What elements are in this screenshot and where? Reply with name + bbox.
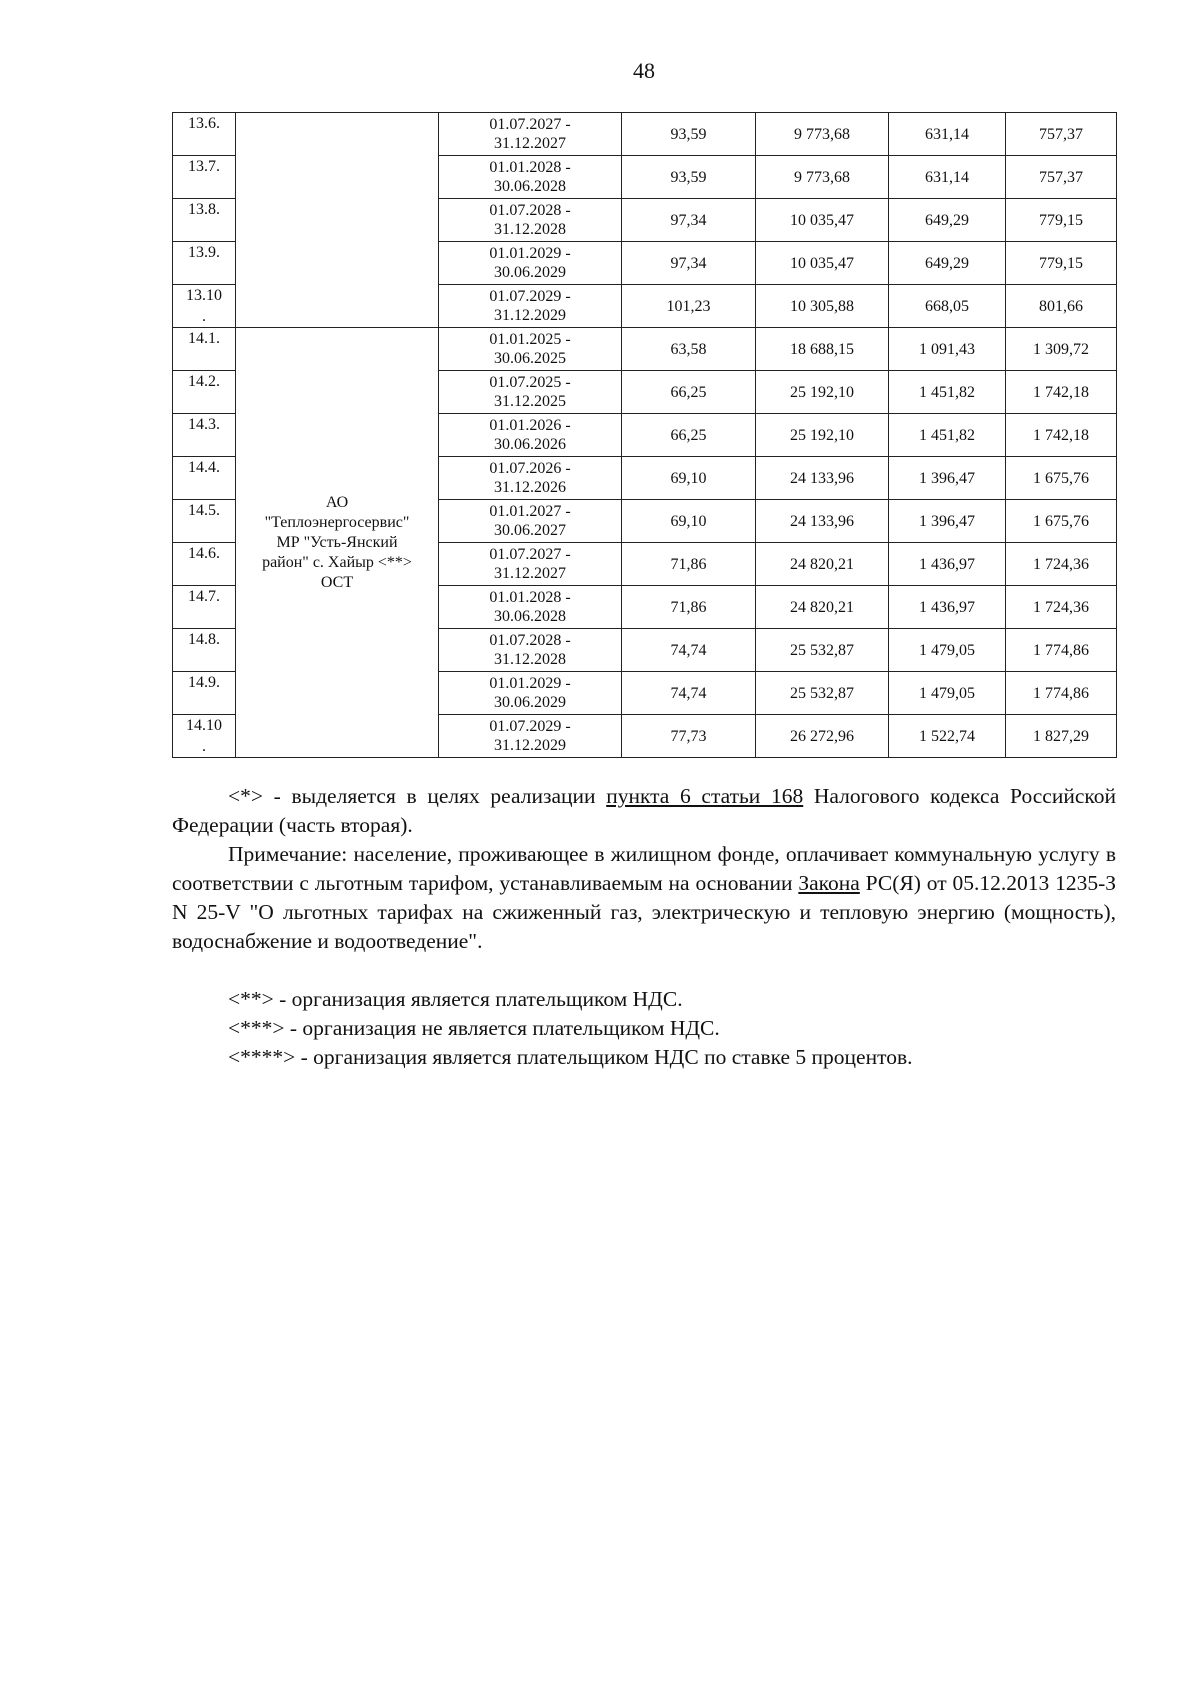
row-number: 14.7. [173, 586, 236, 629]
period-cell: 01.01.2025 - 30.06.2025 [439, 328, 622, 371]
row-number: 13.8. [173, 199, 236, 242]
period-cell: 01.01.2029 - 30.06.2029 [439, 672, 622, 715]
period-cell: 01.07.2027 - 31.12.2027 [439, 543, 622, 586]
value-cell: 1 742,18 [1006, 414, 1117, 457]
value-cell: 25 192,10 [756, 371, 889, 414]
value-cell: 69,10 [622, 457, 756, 500]
period-cell: 01.07.2028 - 31.12.2028 [439, 629, 622, 672]
footnote-quad-star: <****> - организация является плательщиком НДС по ставке 5 процентов. [228, 1045, 913, 1069]
period-cell: 01.07.2029 - 31.12.2029 [439, 285, 622, 328]
value-cell: 1 742,18 [1006, 371, 1117, 414]
value-cell: 26 272,96 [756, 715, 889, 758]
value-cell: 9 773,68 [756, 113, 889, 156]
period-cell: 01.07.2027 - 31.12.2027 [439, 113, 622, 156]
value-cell: 66,25 [622, 371, 756, 414]
row-number: 14.1. [173, 328, 236, 371]
row-number: 14.9. [173, 672, 236, 715]
value-cell: 25 532,87 [756, 672, 889, 715]
law-link[interactable]: Закона [798, 871, 860, 895]
value-cell: 69,10 [622, 500, 756, 543]
period-cell: 01.01.2029 - 30.06.2029 [439, 242, 622, 285]
value-cell: 101,23 [622, 285, 756, 328]
value-cell: 631,14 [889, 156, 1006, 199]
period-cell: 01.07.2028 - 31.12.2028 [439, 199, 622, 242]
value-cell: 1 436,97 [889, 543, 1006, 586]
value-cell: 10 035,47 [756, 242, 889, 285]
value-cell: 63,58 [622, 328, 756, 371]
page-number: 48 [633, 58, 655, 83]
value-cell: 779,15 [1006, 199, 1117, 242]
value-cell: 24 133,96 [756, 500, 889, 543]
organization-cell: АО "Теплоэнергосервис" МР "Усть-Янский район" с. Хайыр <**> ОСТ [236, 328, 439, 758]
footnote-triple-star: <***> - организация не является плательщиком НДС. [228, 1016, 720, 1040]
period-cell: 01.01.2026 - 30.06.2026 [439, 414, 622, 457]
row-number: 13.9. [173, 242, 236, 285]
value-cell: 71,86 [622, 586, 756, 629]
note-paragraph: Примечание: население, проживающее в жилищном фонде, оплачивает коммунальную услугу в соответствии с льготным тарифом, устанавливаемым на основании Закона РС(Я) от 05.12.2013 1235-З N 25-V "О льготных тарифах на сжиженный газ, электрическую и тепловую энергию (мощность), водоснабжение и водоотведение". [172, 842, 1117, 953]
value-cell: 9 773,68 [756, 156, 889, 199]
value-cell: 1 675,76 [1006, 500, 1117, 543]
spacer [172, 956, 1116, 985]
value-cell: 74,74 [622, 672, 756, 715]
value-cell: 757,37 [1006, 113, 1117, 156]
row-number: 14.10 . [173, 715, 236, 758]
value-cell: 25 192,10 [756, 414, 889, 457]
value-cell: 1 451,82 [889, 414, 1006, 457]
value-cell: 801,66 [1006, 285, 1117, 328]
value-cell: 779,15 [1006, 242, 1117, 285]
tariff-table [172, 112, 1117, 758]
period-cell: 01.07.2026 - 31.12.2026 [439, 457, 622, 500]
value-cell: 10 305,88 [756, 285, 889, 328]
table-row [173, 328, 1117, 371]
value-cell: 77,73 [622, 715, 756, 758]
period-cell: 01.07.2029 - 31.12.2029 [439, 715, 622, 758]
value-cell: 1 675,76 [1006, 457, 1117, 500]
row-number: 14.3. [173, 414, 236, 457]
value-cell: 74,74 [622, 629, 756, 672]
value-cell: 1 396,47 [889, 500, 1006, 543]
footnote-double-star: <**> - организация является плательщиком НДС. [228, 987, 683, 1011]
value-cell: 10 035,47 [756, 199, 889, 242]
footnotes [172, 782, 1116, 1072]
row-number: 14.5. [173, 500, 236, 543]
value-cell: 24 820,21 [756, 543, 889, 586]
value-cell: 24 133,96 [756, 457, 889, 500]
value-cell: 93,59 [622, 113, 756, 156]
value-cell: 97,34 [622, 199, 756, 242]
value-cell: 668,05 [889, 285, 1006, 328]
tax-code-link[interactable]: пункта 6 статьи 168 [606, 784, 804, 808]
value-cell: 1 451,82 [889, 371, 1006, 414]
row-number: 13.6. [173, 113, 236, 156]
period-cell: 01.01.2027 - 30.06.2027 [439, 500, 622, 543]
value-cell: 18 688,15 [756, 328, 889, 371]
row-number: 14.4. [173, 457, 236, 500]
value-cell: 24 820,21 [756, 586, 889, 629]
footnote-star: <*> - выделяется в целях реализации пункта 6 статьи 168 Налогового кодекса Российской Федерации (часть вторая). [172, 784, 1116, 837]
value-cell: 1 774,86 [1006, 672, 1117, 715]
value-cell: 1 724,36 [1006, 586, 1117, 629]
period-cell: 01.07.2025 - 31.12.2025 [439, 371, 622, 414]
value-cell: 1 827,29 [1006, 715, 1117, 758]
period-cell: 01.01.2028 - 30.06.2028 [439, 586, 622, 629]
table-row [173, 113, 1117, 156]
value-cell: 1 436,97 [889, 586, 1006, 629]
value-cell: 1 091,43 [889, 328, 1006, 371]
value-cell: 1 396,47 [889, 457, 1006, 500]
row-number: 13.10 . [173, 285, 236, 328]
period-cell: 01.01.2028 - 30.06.2028 [439, 156, 622, 199]
value-cell: 25 532,87 [756, 629, 889, 672]
row-number: 13.7. [173, 156, 236, 199]
value-cell: 66,25 [622, 414, 756, 457]
value-cell: 1 774,86 [1006, 629, 1117, 672]
value-cell: 1 724,36 [1006, 543, 1117, 586]
value-cell: 757,37 [1006, 156, 1117, 199]
value-cell: 97,34 [622, 242, 756, 285]
value-cell: 631,14 [889, 113, 1006, 156]
value-cell: 1 479,05 [889, 672, 1006, 715]
value-cell: 649,29 [889, 199, 1006, 242]
value-cell: 93,59 [622, 156, 756, 199]
value-cell: 649,29 [889, 242, 1006, 285]
value-cell: 1 522,74 [889, 715, 1006, 758]
value-cell: 71,86 [622, 543, 756, 586]
row-number: 14.6. [173, 543, 236, 586]
value-cell: 1 309,72 [1006, 328, 1117, 371]
row-number: 14.8. [173, 629, 236, 672]
value-cell: 1 479,05 [889, 629, 1006, 672]
organization-cell [236, 113, 439, 328]
row-number: 14.2. [173, 371, 236, 414]
